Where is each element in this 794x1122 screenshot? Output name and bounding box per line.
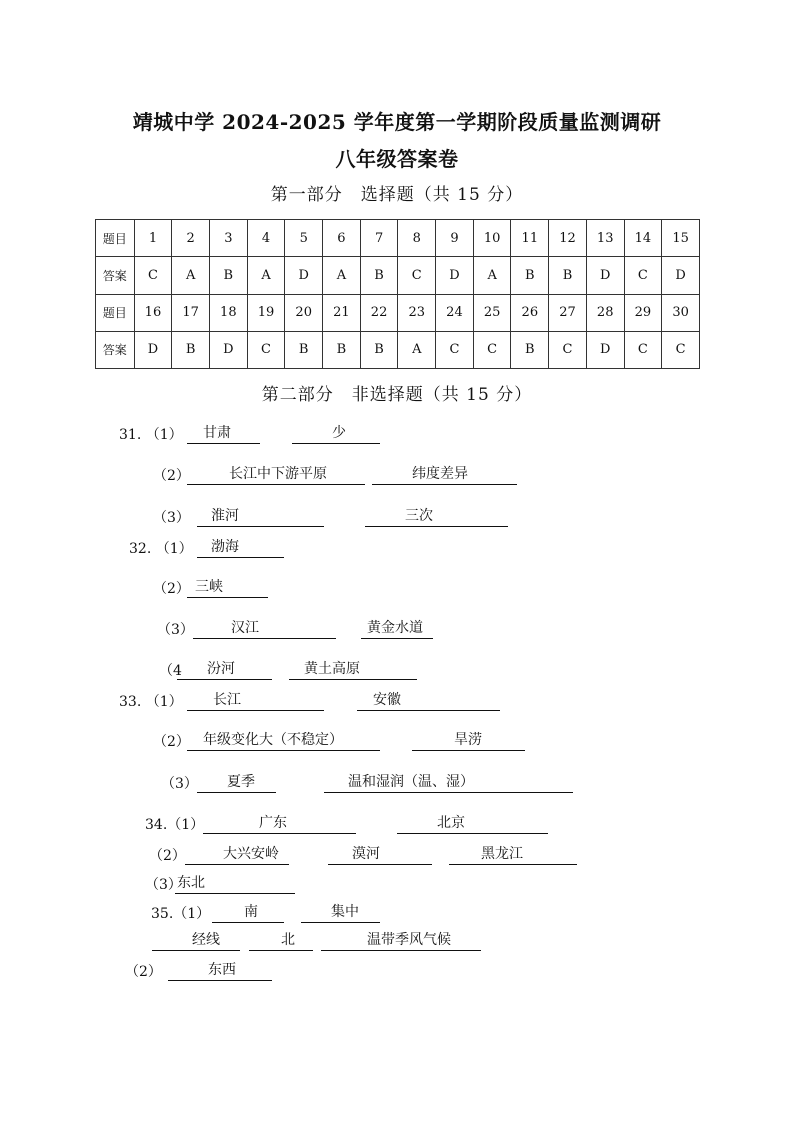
- q35-answer-1: 南: [212, 903, 284, 923]
- table-row-label: 题目: [96, 294, 135, 331]
- q31-answer-2: 少: [292, 424, 380, 444]
- table-cell: B: [549, 257, 587, 294]
- table-cell: D: [209, 331, 247, 368]
- q32-part1-label: 32. （1）: [129, 541, 193, 557]
- table-cell: 16: [134, 294, 172, 331]
- table-cell: 25: [473, 294, 511, 331]
- table-cell: B: [511, 331, 549, 368]
- table-cell: 19: [247, 294, 285, 331]
- q31-answer-6: 三次: [365, 507, 508, 527]
- table-cell: 9: [436, 220, 474, 257]
- table-cell: 24: [436, 294, 474, 331]
- q33-answer-3: 年级变化大（不稳定）: [187, 731, 380, 751]
- q34-answer-5: 黑龙江: [449, 845, 577, 865]
- table-cell: 3: [209, 220, 247, 257]
- table-cell: D: [586, 331, 624, 368]
- q33-answer-1: 长江: [187, 691, 324, 711]
- q35-part1-label: 35.（1）: [151, 906, 211, 922]
- exam-title: 靖城中学 2024-2025 学年度第一学期阶段质量监测调研: [132, 110, 662, 134]
- table-cell: C: [247, 331, 285, 368]
- q32-answer-5: 汾河: [177, 660, 272, 680]
- q32-answer-2: 三峡: [187, 578, 268, 598]
- table-cell: 7: [360, 220, 398, 257]
- table-cell: 18: [209, 294, 247, 331]
- table-cell: 29: [624, 294, 662, 331]
- q33-answer-2: 安徽: [357, 691, 500, 711]
- table-cell: C: [134, 257, 172, 294]
- table-cell: B: [360, 257, 398, 294]
- q32-part4-label: （4: [159, 663, 182, 679]
- exam-subtitle: 八年级答案卷: [335, 147, 459, 171]
- table-cell: A: [473, 257, 511, 294]
- table-cell: B: [323, 331, 361, 368]
- q32-answer-4: 黄金水道: [361, 619, 433, 639]
- table-cell: C: [624, 257, 662, 294]
- table-cell: C: [473, 331, 511, 368]
- q33-part3-label: （3）: [161, 776, 198, 792]
- table-cell: 21: [323, 294, 361, 331]
- q35-answer-5: 温带季风气候: [321, 931, 481, 951]
- table-row-label: 答案: [96, 331, 135, 368]
- table-cell: D: [134, 331, 172, 368]
- table-cell: C: [436, 331, 474, 368]
- table-cell: B: [209, 257, 247, 294]
- part2-heading: 第二部分 非选择题（共 15 分）: [261, 385, 533, 405]
- part1-heading: 第一部分 选择题（共 15 分）: [270, 185, 524, 205]
- table-row-label: 答案: [96, 257, 135, 294]
- table-cell: 30: [662, 294, 700, 331]
- table-cell: 28: [586, 294, 624, 331]
- q33-part1-label: 33. （1）: [119, 694, 183, 710]
- table-cell: 5: [285, 220, 323, 257]
- q34-answer-3: 大兴安岭: [185, 845, 289, 865]
- q32-answer-1: 渤海: [197, 538, 284, 558]
- table-cell: 2: [172, 220, 210, 257]
- q34-part3-label: （3）: [145, 877, 182, 893]
- table-cell: 22: [360, 294, 398, 331]
- table-row-numbers-2: [96, 294, 700, 331]
- table-cell: 23: [398, 294, 436, 331]
- q34-answer-2: 北京: [397, 814, 548, 834]
- table-cell: A: [247, 257, 285, 294]
- q34-answer-4: 漠河: [328, 845, 432, 865]
- q32-answer-3: 汉江: [193, 619, 336, 639]
- table-cell: C: [662, 331, 700, 368]
- table-cell: 8: [398, 220, 436, 257]
- table-row-label: 题目: [96, 220, 135, 257]
- table-cell: 15: [662, 220, 700, 257]
- table-cell: D: [586, 257, 624, 294]
- table-cell: 1: [134, 220, 172, 257]
- table-row-answers-1: [96, 257, 700, 294]
- table-cell: C: [624, 331, 662, 368]
- table-cell: B: [172, 331, 210, 368]
- q35-answer-6: 东西: [168, 961, 272, 981]
- table-cell: 13: [586, 220, 624, 257]
- table-cell: C: [549, 331, 587, 368]
- table-cell: 10: [473, 220, 511, 257]
- table-row-answers-2: [96, 331, 700, 368]
- q33-part2-label: （2）: [153, 734, 190, 750]
- q34-answer-6: 东北: [175, 874, 295, 894]
- table-cell: C: [398, 257, 436, 294]
- table-cell: 11: [511, 220, 549, 257]
- table-cell: 14: [624, 220, 662, 257]
- table-cell: 26: [511, 294, 549, 331]
- table-cell: 6: [323, 220, 361, 257]
- q33-answer-5: 夏季: [197, 773, 276, 793]
- table-cell: 20: [285, 294, 323, 331]
- table-cell: D: [662, 257, 700, 294]
- table-cell: B: [511, 257, 549, 294]
- table-cell: A: [172, 257, 210, 294]
- q32-part3-label: （3）: [157, 622, 194, 638]
- q31-answer-3: 长江中下游平原: [187, 465, 365, 485]
- q31-answer-1: 甘肃: [187, 424, 260, 444]
- table-cell: 17: [172, 294, 210, 331]
- q35-answer-3: 经线: [152, 931, 240, 951]
- q35-answer-4: 北: [249, 931, 313, 951]
- table-cell: 27: [549, 294, 587, 331]
- table-row-numbers-1: [96, 220, 700, 257]
- table-cell: D: [285, 257, 323, 294]
- q34-part2-label: （2）: [149, 848, 186, 864]
- q35-part2-label: （2）: [125, 964, 162, 980]
- q31-part2-label: （2）: [153, 468, 190, 484]
- q34-answer-1: 广东: [203, 814, 356, 834]
- table-cell: 12: [549, 220, 587, 257]
- table-cell: 4: [247, 220, 285, 257]
- table-cell: D: [436, 257, 474, 294]
- q32-part2-label: （2）: [153, 581, 190, 597]
- q35-answer-2: 集中: [301, 903, 380, 923]
- table-cell: B: [360, 331, 398, 368]
- q33-answer-6: 温和湿润（温、湿）: [324, 773, 573, 793]
- table-cell: A: [398, 331, 436, 368]
- q34-part1-label: 34.（1）: [145, 817, 205, 833]
- answer-table: [95, 219, 700, 369]
- q31-part3-label: （3）: [153, 510, 190, 526]
- table-cell: A: [323, 257, 361, 294]
- q31-part1-label: 31. （1）: [119, 427, 183, 443]
- q31-answer-5: 淮河: [197, 507, 324, 527]
- q33-answer-4: 旱涝: [412, 731, 525, 751]
- q32-answer-6: 黄土高原: [289, 660, 417, 680]
- q31-answer-4: 纬度差异: [372, 465, 517, 485]
- table-cell: B: [285, 331, 323, 368]
